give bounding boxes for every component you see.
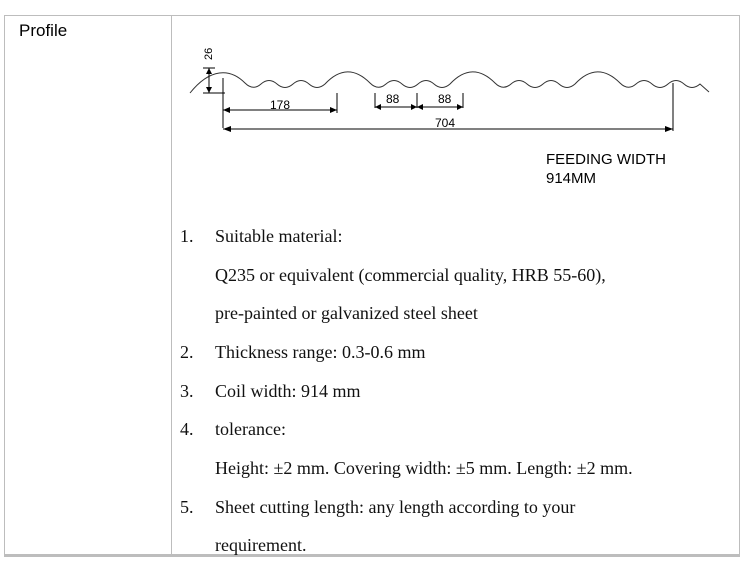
spec-text: Q235 or equivalent (commercial quality, HRB 55-60), bbox=[215, 264, 606, 285]
table-border-left bbox=[4, 15, 5, 555]
feeding-width-value: 914MM bbox=[546, 170, 597, 187]
dim-pitch-178: 178 bbox=[270, 98, 291, 112]
dim-pitch-88-a: 88 bbox=[386, 92, 400, 106]
dim-height: 26 bbox=[203, 47, 215, 60]
spec-text: Thickness range: 0.3-0.6 mm bbox=[215, 341, 426, 362]
spec-item bbox=[180, 333, 633, 372]
profile-wave-line bbox=[190, 72, 709, 93]
dim-cover-704: 704 bbox=[435, 116, 456, 130]
row-label: Profile bbox=[19, 21, 68, 40]
feeding-width-label: FEEDING WIDTH bbox=[546, 151, 666, 168]
spec-item bbox=[180, 488, 633, 565]
spec-number: 2. bbox=[180, 341, 194, 362]
spec-item bbox=[180, 372, 633, 411]
spec-item bbox=[180, 217, 633, 333]
spec-number: 1. bbox=[180, 225, 194, 246]
profile-drawing bbox=[185, 38, 725, 198]
spec-text: tolerance: bbox=[215, 419, 286, 440]
spec-number: 3. bbox=[180, 380, 194, 401]
table-border-top bbox=[4, 15, 740, 16]
table-border-right bbox=[739, 15, 740, 555]
table-column-divider bbox=[171, 15, 172, 555]
spec-number: 5. bbox=[180, 496, 194, 517]
spec-text: Height: ±2 mm. Covering width: ±5 mm. Length: ±2 mm. bbox=[215, 457, 633, 478]
spec-text: Coil width: 914 mm bbox=[215, 380, 361, 401]
spec-number: 4. bbox=[180, 419, 194, 440]
spec-text: Sheet cutting length: any length according to your bbox=[215, 496, 576, 517]
spec-item bbox=[180, 410, 633, 487]
dim-pitch-88-b: 88 bbox=[438, 92, 452, 106]
spec-list bbox=[180, 217, 633, 565]
spec-text: requirement. bbox=[215, 535, 307, 556]
spec-text: pre-painted or galvanized steel sheet bbox=[215, 303, 478, 324]
spec-text: Suitable material: bbox=[215, 225, 343, 246]
